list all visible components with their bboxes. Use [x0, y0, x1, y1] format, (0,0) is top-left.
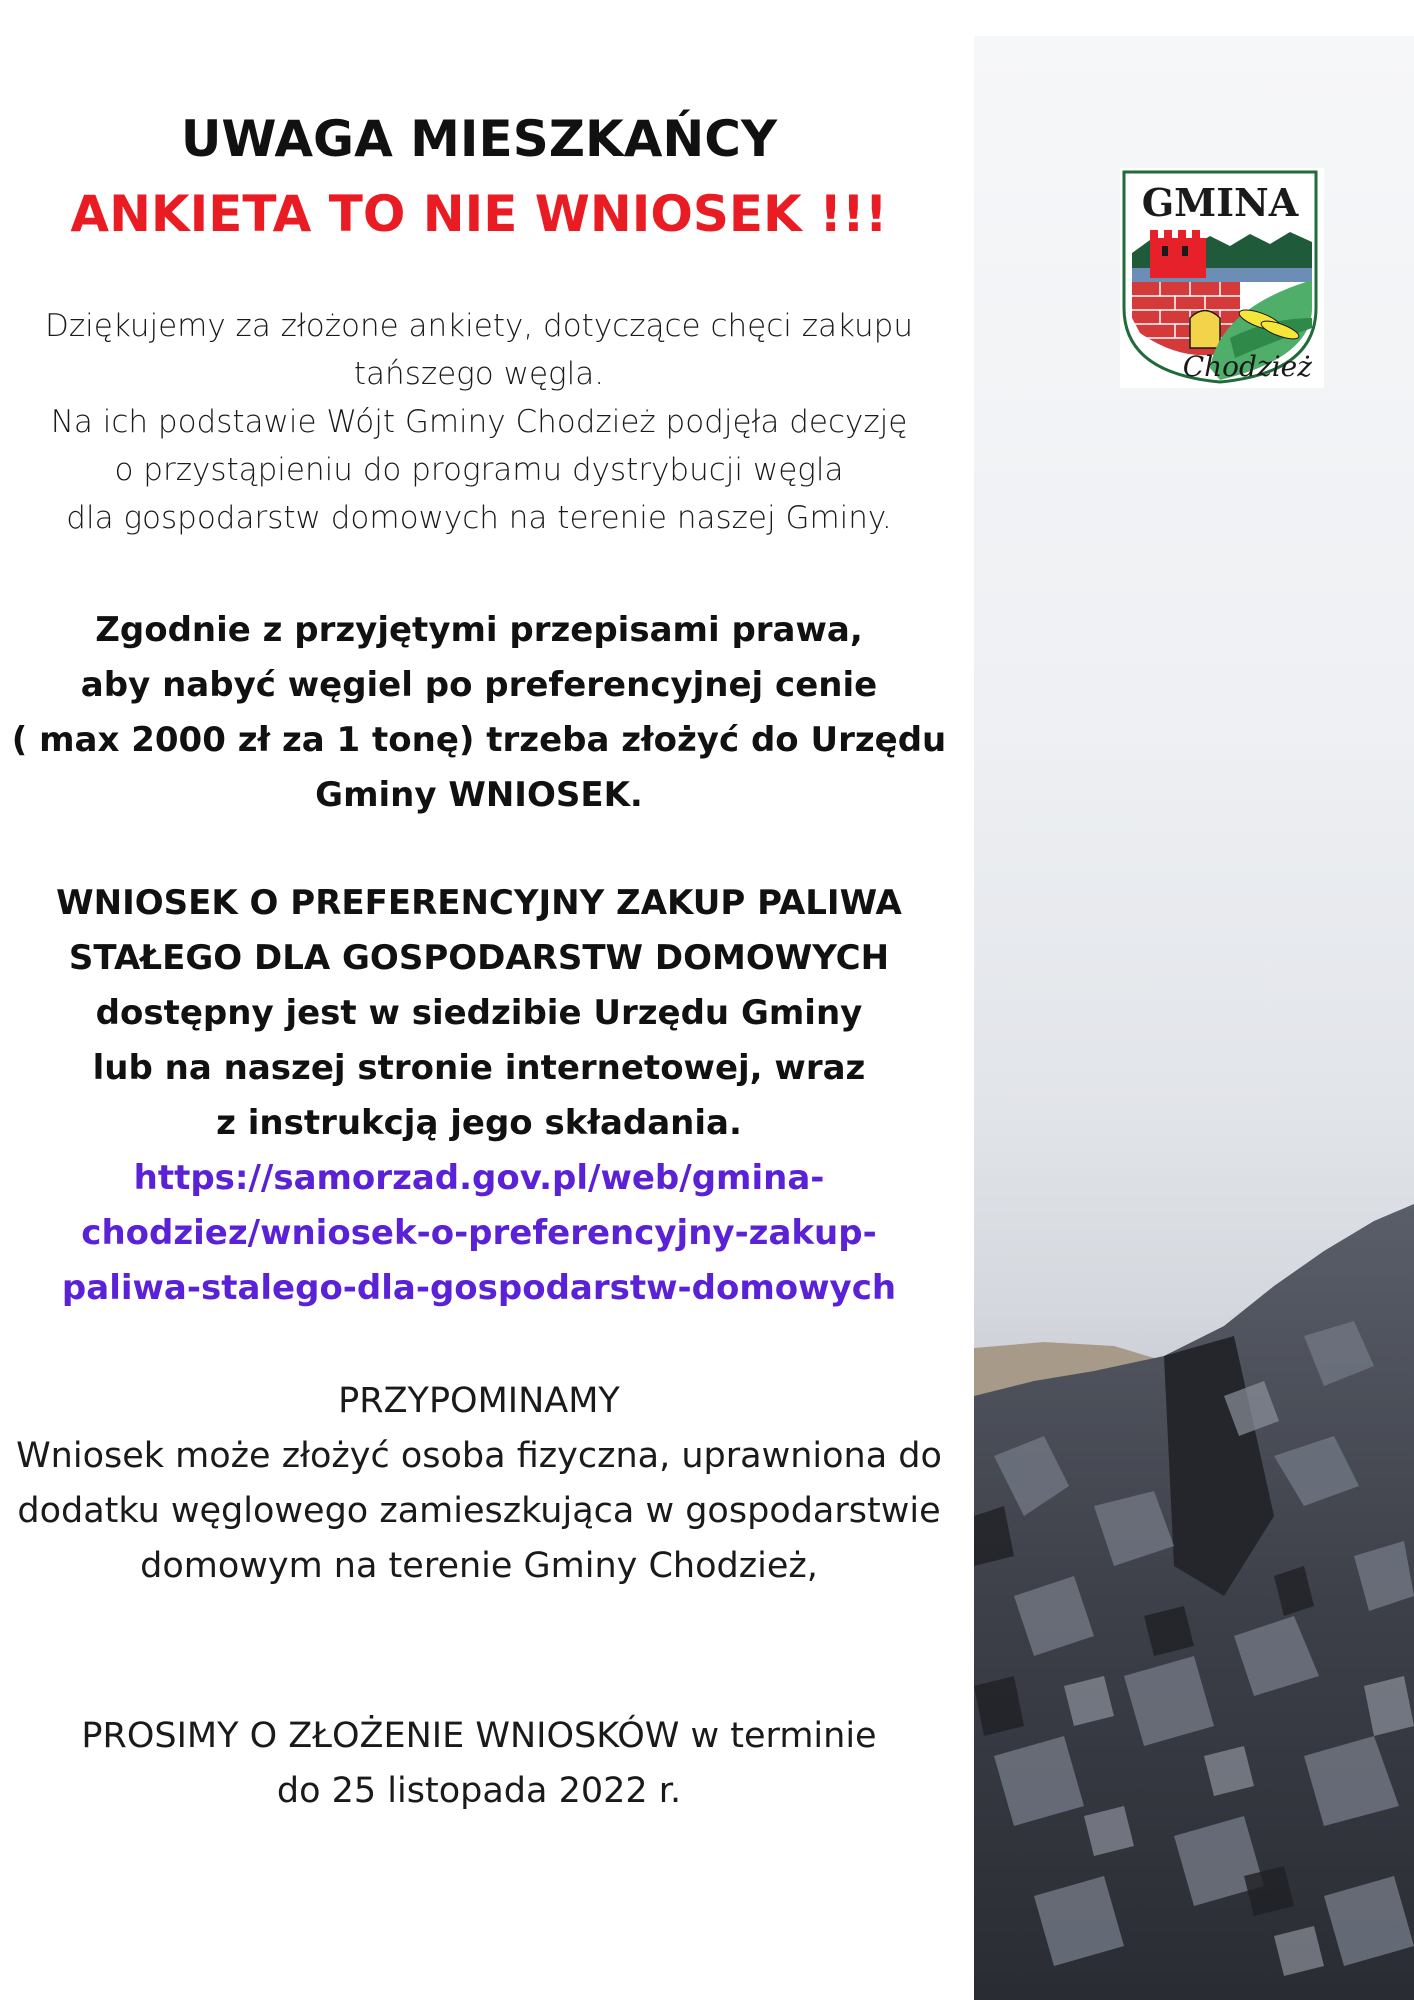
logo-title: GMINA: [1141, 180, 1299, 225]
law-line: Zgodnie z przyjętymi przepisami prawa,: [95, 610, 863, 650]
intro-paragraph: [0, 302, 958, 542]
intro-line: Dziękujemy za złożone ankiety, dotyczące chęci zakupu: [45, 308, 913, 344]
intro-line: o przystąpieniu do programu dystrybucji węgla: [114, 452, 844, 488]
gmina-chodziez-logo: [1120, 168, 1324, 388]
intro-line: dla gospodarstw domowych na terenie naszej Gminy.: [66, 500, 892, 536]
form-info-paragraph: [0, 876, 958, 1316]
form-info-line: dostępny jest w siedzibie Urzędu Gminy: [95, 993, 863, 1033]
form-info-line: z instrukcją jego składania.: [216, 1103, 742, 1143]
reminder-paragraph: [0, 1374, 958, 1594]
intro-line: tańszego węgla.: [353, 356, 605, 392]
form-info-line: STAŁEGO DLA GOSPODARSTW DOMOWYCH: [68, 938, 890, 978]
law-line: Gminy WNIOSEK.: [315, 775, 643, 815]
law-paragraph: [0, 603, 958, 823]
alert-heading: ANKIETA TO NIE WNIOSEK !!!: [70, 185, 888, 243]
intro-line: Na ich podstawie Wójt Gminy Chodzież podjęła decyzję: [50, 404, 908, 440]
reminder-line: dodatku węglowego zamieszkująca w gospodarstwie: [17, 1491, 941, 1531]
form-link[interactable]: https://samorzad.gov.pl/web/gmina-: [133, 1158, 825, 1198]
logo-subtitle: Chodzież: [1182, 350, 1312, 383]
form-link[interactable]: paliwa-stalego-dla-gospodarstw-domowych: [61, 1268, 897, 1308]
notice-heading: UWAGA MIESZKAŃCY: [180, 110, 778, 168]
law-line: ( max 2000 zł za 1 tonę) trzeba złożyć do Urzędu: [11, 720, 947, 760]
deadline-line: PROSIMY O ZŁOŻENIE WNIOSKÓW w terminie: [81, 1716, 877, 1756]
reminder-title: PRZYPOMINAMY: [338, 1381, 620, 1421]
form-info-line: lub na naszej stronie internetowej, wraz: [92, 1048, 866, 1088]
deadline-line: do 25 listopada 2022 r.: [276, 1771, 682, 1811]
law-line: aby nabyć węgiel po preferencyjnej cenie: [80, 665, 878, 705]
coat-of-arms-icon: [1120, 168, 1324, 388]
reminder-line: Wniosek może złożyć osoba fizyczna, uprawniona do: [16, 1436, 942, 1476]
form-link[interactable]: chodziez/wniosek-o-preferencyjny-zakup-: [81, 1213, 877, 1253]
reminder-line: domowym na terenie Gminy Chodzież,: [140, 1546, 818, 1586]
deadline-paragraph: [0, 1709, 958, 1819]
form-info-line: WNIOSEK O PREFERENCYJNY ZAKUP PALIWA: [56, 883, 902, 923]
